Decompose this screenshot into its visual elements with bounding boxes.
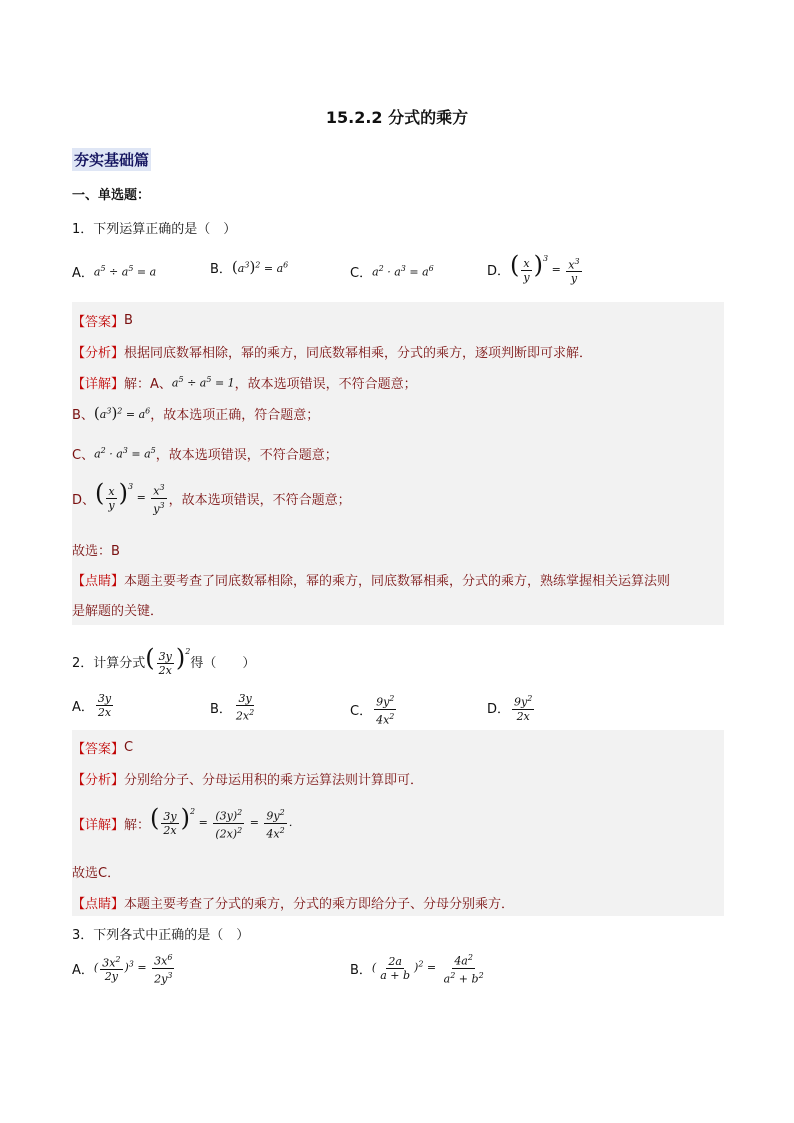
q1-analysis: 【分析】 根据同底数幂相除，幂的乘方，同底数幂相乘，分式的乘方，逐项判断即可求解．	[72, 346, 593, 361]
q1-option-b: B． $(a^3)^2 = a^6$	[210, 258, 289, 277]
q1-comment-cont: 是解题的关键．	[72, 604, 164, 619]
page-title: 15.2.2 分式的乘方	[325, 108, 469, 127]
q1-choose: 故选：B	[72, 544, 120, 559]
q1-option-a: A． $a^5 \div a^5 = a$	[72, 264, 157, 281]
formula: ( $\frac{3x^2}{2y}$ )$^3$ = $\frac{3x^6}{2y^3}$	[93, 953, 173, 986]
formula: $(a^3)^2 = a^6$	[231, 258, 289, 276]
q2-stem: 2．计算分式 ( $\frac{3y}{2x}$ )$^2$ 得（ ）	[72, 644, 256, 677]
formula: ( $\frac{2a}{a + b}$ )$^2$ = $\frac{4a^2}{a^2 + b^2}$	[371, 953, 484, 986]
q2-option-d: D． $\frac{9y^2}{2x}$	[487, 694, 533, 723]
q3-stem: 3．下列各式中正确的是（ ）	[72, 928, 250, 943]
formula: $a^2 \cdot a^3 = a^5$	[94, 446, 156, 461]
question-type-heading: 一、单选题：	[72, 188, 151, 203]
formula: ( $\frac{x}{y}$ )$^3$ = $\frac{x^3}{y^3}$	[95, 479, 165, 516]
q2-analysis: 【分析】 分别给分子、分母运用积的乘方运算法则计算即可．	[72, 773, 424, 788]
q1-option-d: D． ( $\frac{x}{y}$ )$^3$ = $\frac{x^3}{y}$	[487, 253, 584, 285]
formula: $(a^3)^2 = a^6$	[93, 404, 151, 422]
formula: ( $\frac{3y}{2x}$ )$^2$ = $\frac{(3y)^2}{(2x)^2}$ = $\frac{9y^2}{4x^2}$ ．	[150, 804, 300, 841]
q2-option-a: A． $\frac{3y}{2x}$	[72, 692, 112, 719]
formula: $a^2 \cdot a^3 = a^6$	[372, 264, 434, 279]
q1-answer: 【答案】 B	[72, 313, 133, 330]
formula: $\frac{9y^2}{2x}$	[514, 694, 533, 723]
q3-option-a: A． ( $\frac{3x^2}{2y}$ )$^3$ = $\frac{3x^6}{2y^3}$	[72, 951, 176, 985]
formula: ( $\frac{3y}{2x}$ )$^2$	[145, 644, 191, 677]
q2-answer: 【答案】 C	[72, 740, 134, 757]
q1-option-c: C． $a^2 \cdot a^3 = a^6$	[350, 264, 434, 281]
q1-detail-d: D、 ( $\frac{x}{y}$ )$^3$ = $\frac{x^3}{y^3}$ ，故本选项错误，不符合题意；	[72, 479, 351, 516]
q1-stem: 1．下列运算正确的是（ ）	[72, 222, 237, 237]
formula: $a^5 \div a^5 = 1$	[171, 375, 235, 390]
q2-comment: 【点睛】 本题主要考查了分式的乘方，分式的乘方即给分子、分母分别乘方．	[72, 897, 515, 912]
formula: $\frac{3y}{2x^2}$	[235, 692, 255, 723]
q1-detail-b: B、 $(a^3)^2 = a^6$ ，故本选项正确，符合题意；	[72, 404, 320, 423]
q2-option-c: C． $\frac{9y^2}{4x^2}$	[350, 694, 395, 727]
q2-detail: 【详解】 解： ( $\frac{3y}{2x}$ )$^2$ = $\frac{(3y)^2}{(2x)^2}$ = $\frac{9y^2}{4x^2}$ ．	[72, 804, 300, 841]
q1-detail-a: 【详解】 解：A、 $a^5 \div a^5 = 1$ ，故本选项错误，不符合题意；	[72, 375, 417, 392]
formula: ( $\frac{x}{y}$ )$^3$ = $\frac{x^3}{y}$	[510, 251, 580, 286]
formula: $\frac{3y}{2x}$	[97, 692, 112, 719]
formula: $\frac{9y^2}{4x^2}$	[376, 694, 395, 727]
section-title: 夯实基础篇	[72, 148, 151, 171]
q2-choose: 故选C．	[72, 866, 121, 881]
q1-detail-c: C、 $a^2 \cdot a^3 = a^5$ ，故本选项错误，不符合题意；	[72, 446, 338, 463]
q3-option-b: B． ( $\frac{2a}{a + b}$ )$^2$ = $\frac{4a^2}{a^2 + b^2}$	[350, 951, 488, 985]
q1-comment: 【点睛】 本题主要考查了同底数幂相除，幂的乘方，同底数幂相乘，分式的乘方，熟练掌握相关运算法则	[72, 574, 671, 589]
q2-option-b: B． $\frac{3y}{2x^2}$	[210, 692, 255, 723]
formula: $a^5 \div a^5 = a$	[93, 264, 157, 279]
